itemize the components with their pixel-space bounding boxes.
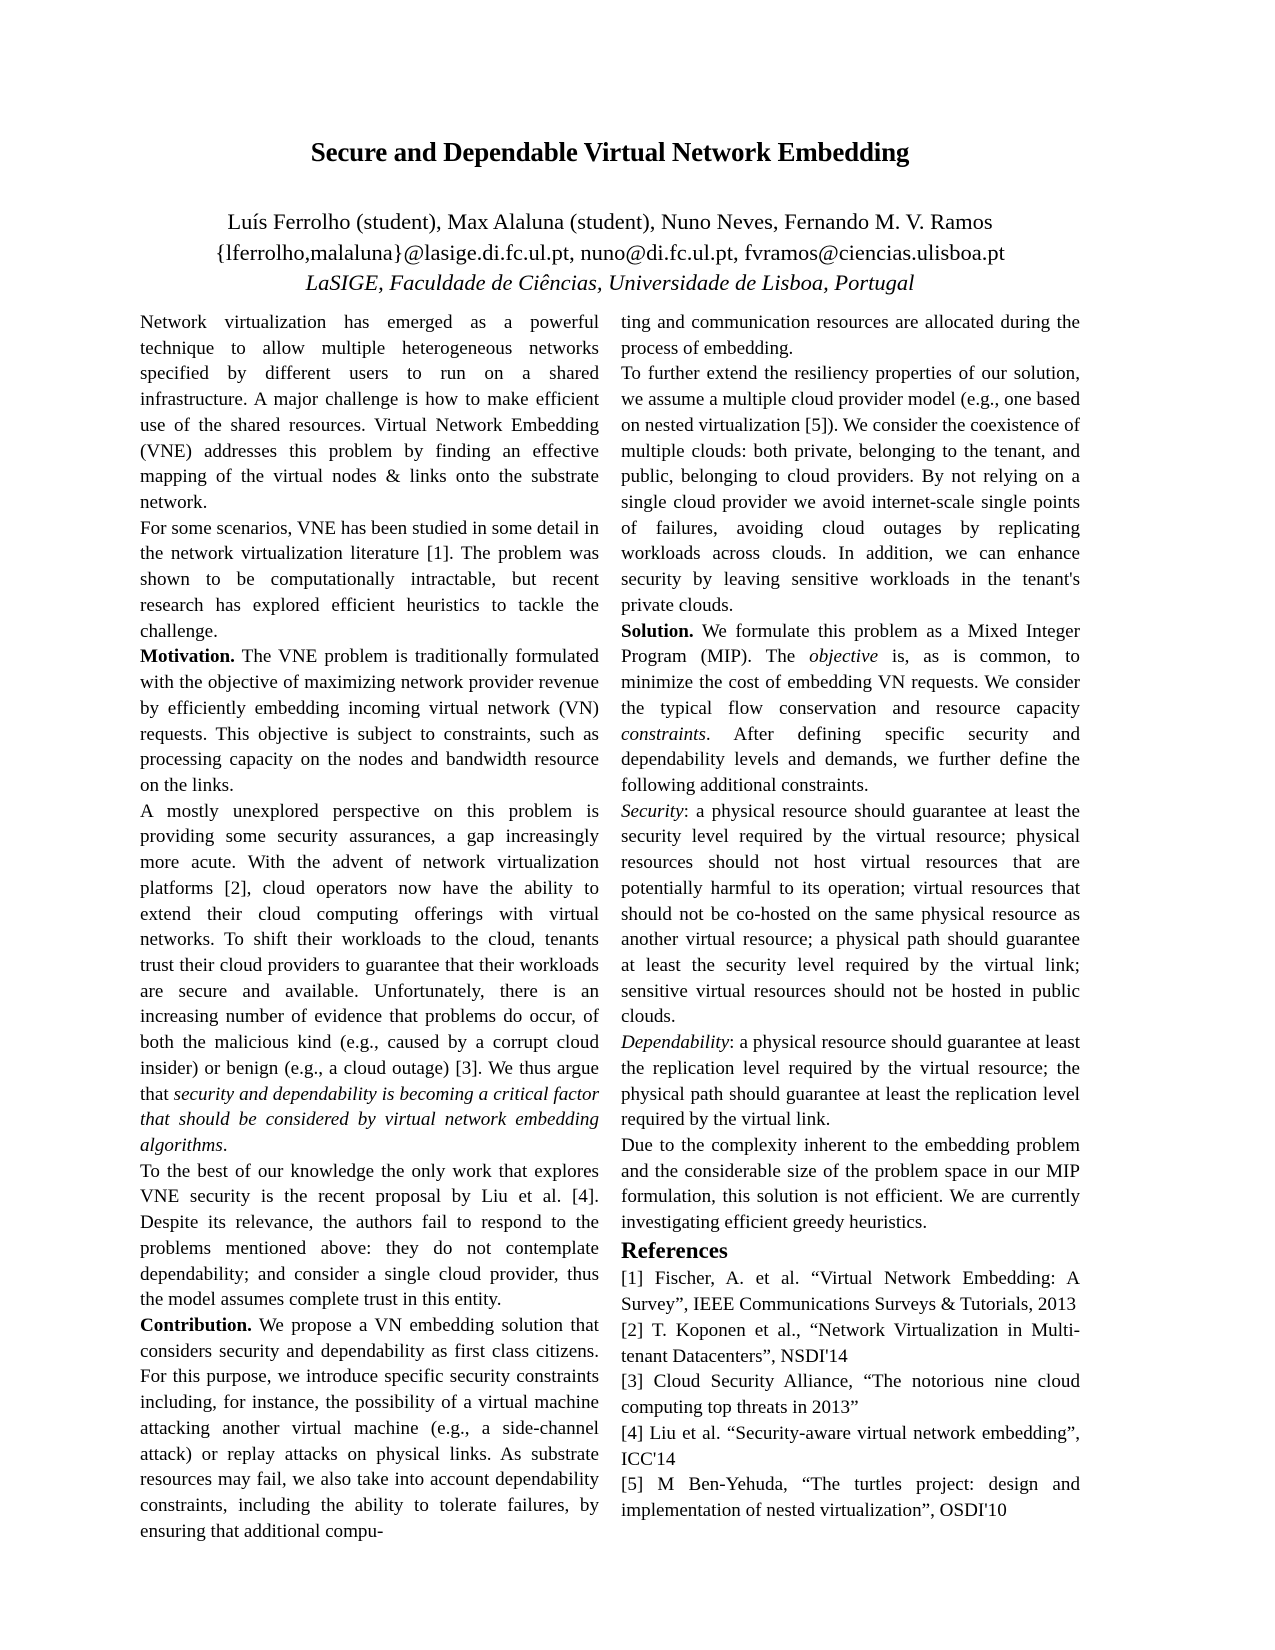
reference-item: [2] T. Koponen et al., “Network Virtualization in Multi-tenant Datacenters”, NSDI'14	[621, 1319, 1080, 1367]
unexplored-tail: .	[222, 1135, 228, 1156]
body-columns	[140, 310, 1080, 1545]
unexplored-emphasis: security and dependability is becoming a critical factor that should be considered by virtual network embedding algorithms	[140, 1083, 599, 1156]
reference-item: [3] Cloud Security Alliance, “The notorious nine cloud computing top threats in 2013”	[621, 1371, 1080, 1419]
dependability-body: : a physical resource should guarantee at least the replication level required by the virtual resource; the physical path should guarantee at least the replication level required by the virtual link.	[621, 1032, 1080, 1131]
affiliation: LaSIGE, Faculdade de Ciências, Universidade de Lisboa, Portugal	[305, 270, 915, 296]
motivation-body: The VNE problem is traditionally formulated with the objective of maximizing network provider revenue by efficiently embedding incoming virtual network (VN) requests. This objective is subject to constraints, such as processing capacity on the nodes and bandwidth resource on the links.	[140, 646, 599, 796]
solution-emphasis-constraints: constraints	[621, 723, 706, 745]
solution-body-b: is, as is common, to minimize the cost of embedding VN requests. We consider the typical flow conservation and resource capacity	[621, 646, 1080, 719]
solution-body-a: We formulate this problem as a Mixed Integer Program (MIP). The	[621, 620, 1080, 668]
paragraph-intro: Network virtualization has emerged as a powerful technique to allow multiple heterogeneous networks specified by different users to run on a shared infrastructure. A major challenge is how to make efficient use of the shared resources. Virtual Network Embedding (VNE) addresses this problem by finding an effective mapping of the virtual nodes & links onto the substrate network.	[140, 312, 599, 514]
paragraph-complexity: Due to the complexity inherent to the embedding problem and the considerable size of the problem space in our MIP formulation, this solution is not efficient. We are currently investigating efficient greedy heuristics.	[621, 1135, 1080, 1234]
dependability-lead-in: Dependability	[621, 1032, 730, 1054]
security-lead-in: Security	[621, 800, 684, 822]
author-list: Luís Ferrolho (student), Max Alaluna (student), Nuno Neves, Fernando M. V. Ramos	[227, 208, 993, 234]
paragraph-security	[621, 799, 1080, 1030]
paragraph-motivation	[140, 644, 599, 798]
paragraph-contribution-continued: ting and communication resources are allocated during the process of embedding.	[621, 312, 1080, 359]
contribution-body: We propose a VN embedding solution that considers security and dependability as first class citizens. For this purpose, we introduce specific security constraints including, for instance, the possibility of a virtual machine attacking another virtual machine (e.g., a side-channel attack) or replay attacks on physical links. As substrate resources may fail, we also take into account dependability constraints, including the ability to tolerate failures, by ensuring that additional compu-	[140, 1315, 599, 1542]
unexplored-body: A mostly unexplored perspective on this problem is providing some security assurances, a gap increasingly more acute. With the advent of network virtualization platforms [2], cloud operators now have the ability to extend their cloud computing offerings with virtual networks. To shift their workloads to the cloud, tenants trust their cloud providers to guarantee that their workloads are secure and available. Unfortunately, there is an increasing number of evidence that problems do occur, of both the malicious kind (e.g., caused by a corrupt cloud insider) or benign (e.g., a cloud outage) [3]. We thus argue that	[140, 800, 599, 1105]
references-heading: References	[621, 1237, 728, 1263]
left-column	[140, 310, 599, 1545]
solution-body-c: . After defining specific security and dependability levels and demands, we further define the following additional constraints.	[621, 723, 1080, 796]
paper-header	[140, 136, 1080, 299]
contribution-lead-in: Contribution.	[140, 1315, 252, 1337]
paragraph-dependability	[621, 1030, 1080, 1133]
author-emails: {lferrolho,malaluna}@lasige.di.fc.ul.pt, nuno@di.fc.ul.pt, fvramos@ciencias.ulisboa.pt	[215, 239, 1005, 265]
reference-item: [5] M Ben-Yehuda, “The turtles project: design and implementation of nested virtualization”, OSDI'10	[621, 1474, 1080, 1521]
security-body: : a physical resource should guarantee at least the security level required by the virtual resource; physical resources should not host virtual resources that are potentially harmful to its operation; virtual resources that should not be co-hosted on the same physical resource as another virtual resource; a physical path should guarantee at least the security level required by the virtual link; sensitive virtual resources should not be hosted in public clouds.	[621, 800, 1080, 1028]
page-title: Secure and Dependable Virtual Network Embedding	[310, 137, 910, 167]
solution-emphasis-objective: objective	[809, 646, 879, 668]
paragraph-solution	[621, 619, 1080, 799]
paragraph-related-work: To the best of our knowledge the only work that explores VNE security is the recent proposal by Liu et al. [4]. Despite its relevance, the authors fail to respond to the problems mentioned above: they do not contemplate dependability; and consider a single cloud provider, thus the model assumes complete trust in this entity.	[140, 1160, 599, 1311]
paragraph-scenarios: For some scenarios, VNE has been studied in some detail in the network virtualization literature [1]. The problem was shown to be computationally intractable, but recent research has explored efficient heuristics to tackle the challenge.	[140, 517, 599, 642]
paragraph-unexplored	[140, 799, 599, 1159]
paragraph-contribution	[140, 1313, 599, 1544]
authors-block	[140, 207, 1080, 299]
reference-item: [1] Fischer, A. et al. “Virtual Network Embedding: A Survey”, IEEE Communications Surveys & Tutorials, 2013	[621, 1268, 1080, 1316]
paragraph-resiliency: To further extend the resiliency properties of our solution, we assume a multiple cloud provider model (e.g., one based on nested virtualization [5]). We consider the coexistence of multiple clouds: both private, belonging to the tenant, and public, belonging to cloud providers. By not relying on a single cloud provider we avoid internet-scale single points of failures, avoiding cloud outages by replicating workloads across clouds. In addition, we can enhance security by leaving sensitive workloads in the tenant's private clouds.	[621, 363, 1080, 616]
solution-lead-in: Solution.	[621, 620, 694, 642]
reference-item: [4] Liu et al. “Security-aware virtual network embedding”, ICC'14	[621, 1422, 1080, 1470]
right-column	[621, 310, 1080, 1524]
motivation-lead-in: Motivation.	[140, 646, 235, 668]
